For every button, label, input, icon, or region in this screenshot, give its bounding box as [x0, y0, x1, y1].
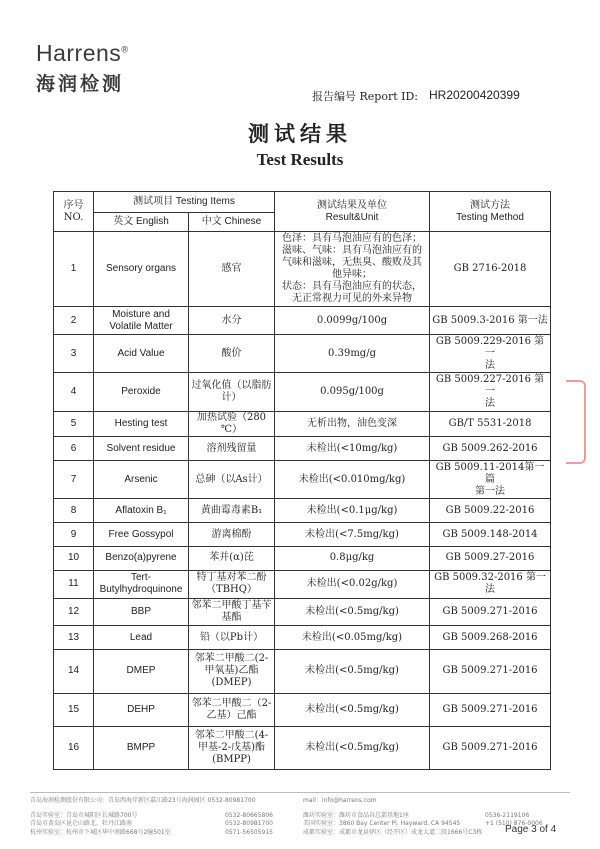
cell-no: 4 [54, 373, 94, 411]
footer-phone: 0532-80981700 [225, 820, 273, 827]
cell-english-name: Moisture and Volatile Matter [94, 307, 189, 335]
cell-no: 16 [54, 726, 94, 769]
table-row [54, 693, 551, 726]
table-row [54, 437, 551, 461]
footer-email: mail：info@harrens.com [303, 797, 377, 804]
table-row [54, 335, 551, 373]
cell-chinese-name: 邻苯二甲酸二(4- 甲基-2-戊基)酯 (BMPP) [189, 726, 275, 769]
cell-chinese-name: 总砷（以As计） [189, 461, 275, 499]
cell-english-name: DMEP [94, 650, 189, 693]
cell-no: 8 [54, 499, 94, 523]
footer-lab-chengdu: 成都实验室：成都市龙泉驿区（经开区）成龙大道二段1666号C3栋 [303, 829, 483, 836]
cell-result: 0.8μg/kg [275, 546, 430, 570]
table-row [54, 461, 551, 499]
report-id [312, 88, 520, 104]
footer-lab-weifang: 潍坊实验室：潍坊市食品谷总部基地1座 [303, 812, 409, 819]
cell-chinese-name: 感官 [189, 232, 275, 307]
cell-english-name: Benzo(a)pyrene [94, 546, 189, 570]
cell-method: GB 5009.11-2014第一篇 第一法 [430, 461, 551, 499]
footer-phone: +1 (510) 876-0006 [485, 820, 543, 827]
table-row [54, 373, 551, 411]
footer-phone: 0532-80665806 [225, 812, 273, 819]
header-method: 测试方法 Testing Method [430, 192, 551, 232]
footer-company-address: 青岛海润检测股份有限公司：青岛西海岸新区嘉江路23号海润园区 0532-80981700 [30, 797, 256, 804]
seal-stamp [566, 380, 586, 464]
cell-result: 未检出(<7.5mg/kg) [275, 523, 430, 547]
cell-result: 未检出(<0.5mg/kg) [275, 598, 430, 626]
table-row [54, 499, 551, 523]
header-no: 序号 NO. [54, 192, 94, 232]
logo-en: Harrens® [36, 40, 129, 66]
cell-english-name: Free Gossypol [94, 523, 189, 547]
cell-result: 0.095g/100g [275, 373, 430, 411]
cell-method: GB 5009.27-2016 [430, 546, 551, 570]
cell-result: 无析出物，油色变深 [275, 411, 430, 437]
footer-phone: 0571-56505915 [225, 829, 273, 836]
cell-chinese-name: 加热试验（280 ℃） [189, 411, 275, 437]
cell-method: GB 5009.271-2016 [430, 650, 551, 693]
cell-english-name: Aflatoxin B₁ [94, 499, 189, 523]
cell-method: GB 5009.271-2016 [430, 726, 551, 769]
cell-no: 7 [54, 461, 94, 499]
cell-no: 10 [54, 546, 94, 570]
cell-no: 1 [54, 232, 94, 307]
cell-no: 6 [54, 437, 94, 461]
cell-result: 未检出(<0.5mg/kg) [275, 726, 430, 769]
table-row [54, 523, 551, 547]
footer-phone: 0536-2119106 [485, 812, 530, 819]
cell-no: 14 [54, 650, 94, 693]
cell-english-name: BBP [94, 598, 189, 626]
table-row [54, 411, 551, 437]
cell-english-name: Solvent residue [94, 437, 189, 461]
header-chinese: 中文 Chinese [189, 213, 275, 232]
cell-method: GB 5009.32-2016 第一法 [430, 570, 551, 598]
cell-no: 11 [54, 570, 94, 598]
cell-method: GB 5009.22-2016 [430, 499, 551, 523]
cell-english-name: DEHP [94, 693, 189, 726]
footer-lab-qingdao-2: 青岛市黄岛区昆仑山路北，牡丹江路南 [30, 820, 133, 827]
footer-lab-qingdao: 青岛实验室：青岛市城阳区长城路700号 [30, 812, 138, 819]
table-row [54, 626, 551, 650]
cell-no: 2 [54, 307, 94, 335]
cell-no: 3 [54, 335, 94, 373]
cell-english-name: Peroxide [94, 373, 189, 411]
cell-result: 未检出(<0.5mg/kg) [275, 693, 430, 726]
cell-method: GB/T 5531-2018 [430, 411, 551, 437]
cell-chinese-name: 溶剂残留量 [189, 437, 275, 461]
cell-english-name: Tert- Butylhydroquinone [94, 570, 189, 598]
cell-result: 未检出(<10mg/kg) [275, 437, 430, 461]
page-number: Page 3 of 4 [505, 824, 557, 835]
cell-no: 15 [54, 693, 94, 726]
table-row [54, 726, 551, 769]
cell-english-name: Arsenic [94, 461, 189, 499]
cell-english-name: Acid Value [94, 335, 189, 373]
cell-chinese-name: 特丁基对苯二酚 （TBHQ） [189, 570, 275, 598]
cell-method: GB 5009.271-2016 [430, 598, 551, 626]
logo-cn: 海润检测 [36, 73, 125, 95]
cell-result: 未检出(<0.010mg/kg) [275, 461, 430, 499]
cell-no: 9 [54, 523, 94, 547]
cell-result: 未检出(<0.02g/kg) [275, 570, 430, 598]
cell-method: GB 2716-2018 [430, 232, 551, 307]
cell-chinese-name: 游离棉酚 [189, 523, 275, 547]
cell-chinese-name: 邻苯二甲酸丁基苄 基酯 [189, 598, 275, 626]
footer-lab-hangzhou: 杭州实验室：杭州市下城区华中南路668号2幢501室 [30, 829, 171, 836]
cell-method: GB 5009.268-2016 [430, 626, 551, 650]
cell-method: GB 5009.271-2016 [430, 693, 551, 726]
cell-result: 未检出(<0.05mg/kg) [275, 626, 430, 650]
table-row [54, 570, 551, 598]
test-results-table [53, 191, 551, 770]
table-row [54, 232, 551, 307]
cell-result: 色泽：具有马泡油应有的色泽； 滋味、气味：具有马泡油应有的 气味和滋味，无焦臭、酸败及其 他异味； 状态：具有马泡油应有的状态， 无正常视力可见的外来异物 [275, 232, 430, 307]
footer-lab-usa: 美国实验室：3860 Bay Center Pl. Hayward, CA 94545 [303, 820, 461, 827]
header-english: 英文 English [94, 213, 189, 232]
cell-english-name: BMPP [94, 726, 189, 769]
report-id-value: HR20200420399 [429, 88, 520, 102]
cell-result: 未检出(<0.1μg/kg) [275, 499, 430, 523]
cell-english-name: Hesting test [94, 411, 189, 437]
cell-method: GB 5009.227-2016 第一 法 [430, 373, 551, 411]
cell-chinese-name: 过氧化值（以脂肪 计） [189, 373, 275, 411]
cell-no: 5 [54, 411, 94, 437]
page-title-en: Test Results [256, 150, 344, 169]
cell-method: GB 5009.148-2014 [430, 523, 551, 547]
footer-divider [30, 792, 570, 793]
cell-chinese-name: 水分 [189, 307, 275, 335]
cell-result: 未检出(<0.5mg/kg) [275, 650, 430, 693]
header-testing-items: 测试项目 Testing Items [94, 192, 275, 213]
cell-chinese-name: 邻苯二甲酸二（2- 乙基）己酯 [189, 693, 275, 726]
cell-no: 12 [54, 598, 94, 626]
cell-result: 0.0099g/100g [275, 307, 430, 335]
table-row [54, 546, 551, 570]
page-title-cn: 测试结果 [248, 122, 352, 146]
cell-method: GB 5009.3-2016 第一法 [430, 307, 551, 335]
cell-chinese-name: 铅（以Pb计） [189, 626, 275, 650]
cell-english-name: Lead [94, 626, 189, 650]
report-id-label: 报告编号 Report ID: [312, 90, 418, 103]
header-result: 测试结果及单位 Result&Unit [275, 192, 430, 232]
cell-result: 0.39mg/g [275, 335, 430, 373]
cell-chinese-name: 苯并(α)芘 [189, 546, 275, 570]
cell-chinese-name: 酸价 [189, 335, 275, 373]
cell-method: GB 5009.262-2016 [430, 437, 551, 461]
cell-chinese-name: 邻苯二甲酸二(2- 甲氧基)乙酯 (DMEP) [189, 650, 275, 693]
cell-method: GB 5009.229-2016 第一 法 [430, 335, 551, 373]
cell-chinese-name: 黄曲霉毒素B₁ [189, 499, 275, 523]
cell-english-name: Sensory organs [94, 232, 189, 307]
table-row [54, 598, 551, 626]
table-row [54, 650, 551, 693]
registered-mark: ® [121, 44, 129, 55]
table-row [54, 307, 551, 335]
cell-no: 13 [54, 626, 94, 650]
